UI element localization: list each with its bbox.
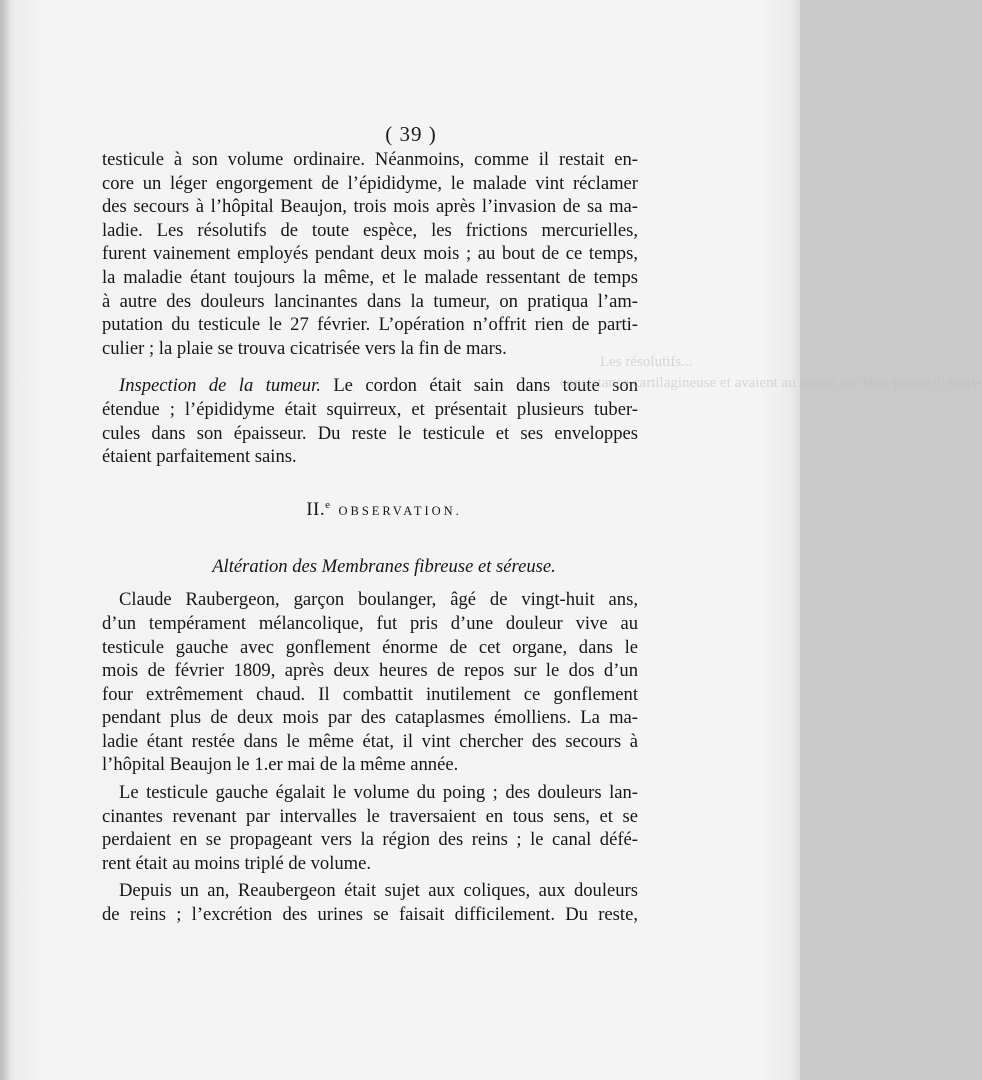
paragraph-5 bbox=[102, 879, 638, 926]
text-line: étaient parfaitement sains. bbox=[102, 446, 297, 468]
text-line: putation du testicule le 27 février. L’opération n’offrit rien de parti- bbox=[102, 314, 638, 336]
page-number: ( 39 ) bbox=[385, 122, 437, 146]
text-line: ladie étant restée dans le même état, il vint chercher des secours à bbox=[102, 730, 638, 752]
text-line: cules dans son épaisseur. Du reste le testicule et ses enveloppes bbox=[102, 422, 638, 444]
text-line: cinantes revenant par intervalles le traversaient en tous sens, et se bbox=[102, 805, 638, 827]
observation-subtitle: Altération des Membranes fibreuse et séreuse. bbox=[212, 555, 556, 577]
paragraph-4 bbox=[102, 781, 638, 875]
observation-number: II. bbox=[306, 498, 326, 520]
text-line: des secours à l’hôpital Beaujon, trois mois après l’invasion de sa ma- bbox=[102, 196, 638, 218]
text-line: furent vainement employés pendant deux mois ; au bout de ce temps, bbox=[102, 243, 638, 265]
paragraph-2 bbox=[102, 374, 638, 468]
text-line: de reins ; l’excrétion des urines se faisait difficilement. Du reste, bbox=[102, 904, 638, 926]
page-body bbox=[102, 148, 638, 927]
text-line bbox=[102, 374, 638, 398]
text-line: Claude Raubergeon, garçon boulanger, âgé de vingt-huit ans, bbox=[119, 589, 638, 611]
text-line: testicule gauche avec gonflement énorme de cet organe, dans le bbox=[102, 636, 638, 658]
observation-superscript: e bbox=[325, 498, 331, 511]
text-line: four extrêmement chaud. Il combattit inutilement ce gonflement bbox=[102, 683, 638, 705]
text-line: d’un tempérament mélancolique, fut pris d’une douleur vive au bbox=[102, 612, 638, 634]
text-line: mois de février 1809, après deux heures de repos sur le dos d’un bbox=[102, 660, 638, 682]
observation-heading bbox=[102, 497, 638, 523]
paragraph-3 bbox=[102, 588, 638, 777]
text-run: Le cordon était sain dans toute son bbox=[320, 375, 638, 397]
show-through-text: Les résolutifs... bbox=[600, 354, 693, 370]
inspection-heading: Inspection de la tumeur. bbox=[119, 375, 321, 397]
paragraph-1 bbox=[102, 148, 638, 360]
text-line: core un léger engorgement de l’épididyme, le malade vint réclamer bbox=[102, 172, 638, 194]
text-line: la maladie étant toujours la même, et le malade ressentant de temps bbox=[102, 266, 638, 288]
text-line: pendant plus de deux mois par des cataplasmes émolliens. La ma- bbox=[102, 707, 638, 729]
text-line: rent était au moins triplé de volume. bbox=[102, 852, 372, 874]
observation-word: OBSERVATION. bbox=[338, 503, 462, 518]
text-line: étendue ; l’épididyme était squirreux, et présentait plusieurs tuber- bbox=[102, 398, 638, 420]
text-line: Le testicule gauche égalait le volume du poing ; des douleurs lan- bbox=[119, 782, 638, 804]
text-line: testicule à son volume ordinaire. Néanmoins, comme il restait en- bbox=[102, 149, 638, 170]
text-line: perdaient en se propageant vers la région des reins ; le canal défé- bbox=[102, 829, 638, 851]
text-line: ladie. Les résolutifs de toute espèce, les frictions mercurielles, bbox=[102, 219, 638, 241]
text-line: l’hôpital Beaujon le 1.er mai de la même année. bbox=[102, 754, 459, 776]
text-line: à autre des douleurs lancinantes dans la tumeur, on pratiqua l’am- bbox=[102, 290, 638, 312]
text-line: culier ; la plaie se trouva cicatrisée vers la fin de mars. bbox=[102, 337, 507, 359]
text-line: Depuis un an, Reaubergeon était sujet aux coliques, aux douleurs bbox=[119, 880, 638, 902]
page-gutter-shadow bbox=[0, 0, 10, 1080]
show-through-text: consistance cartilagineuse et avaient au moins un demi-pouce d’épais- bbox=[560, 375, 982, 391]
